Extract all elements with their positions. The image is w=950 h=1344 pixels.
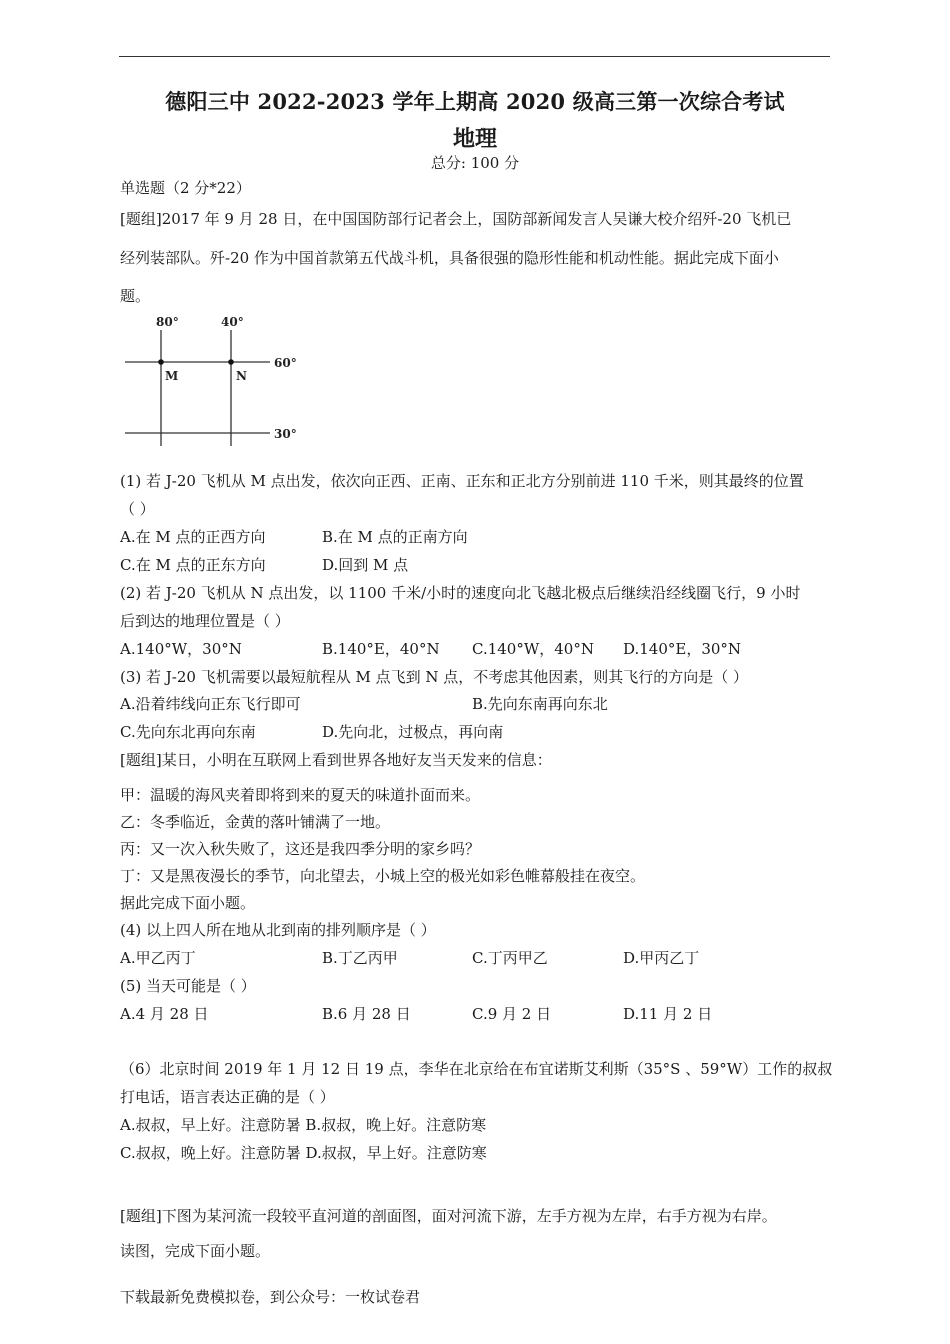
q6-options-ab: A.叔叔，早上好。注意防暑 B.叔叔，晚上好。注意防寒 bbox=[120, 1116, 487, 1134]
q3-option-c: C.先向东北再向东南 bbox=[120, 723, 256, 741]
message-ding: 丁：又是黑夜漫长的季节，向北望去，小城上空的极光如彩色帷幕般挂在夜空。 bbox=[120, 867, 646, 885]
message-jia: 甲：温暖的海风夹着即将到来的夏天的味道扑面而来。 bbox=[120, 786, 481, 804]
q3-option-a: A.沿着纬线向正东飞行即可 bbox=[120, 695, 301, 713]
q5-option-a: A.4 月 28 日 bbox=[120, 1005, 209, 1023]
q1-option-b: B.在 M 点的正南方向 bbox=[322, 528, 468, 546]
q6-stem-cont: 打电话，语言表达正确的是（ ） bbox=[120, 1088, 335, 1106]
lat-label-top: 60° bbox=[274, 356, 297, 370]
group1-text-line: 经列装部队。歼-20 作为中国首款第五代战斗机，具备很强的隐形性能和机动性能。据此完成下面小 bbox=[120, 249, 779, 267]
q3-option-b: B.先向东南再向东北 bbox=[472, 695, 608, 713]
q6-stem: （6）北京时间 2019 年 1 月 12 日 19 点，李华在北京给在布宜诺斯艾利斯（35°S 、59°W）工作的叔叔 bbox=[120, 1060, 833, 1078]
lon-label-right: 40° bbox=[221, 315, 244, 329]
total-score: 总分: 100 分 bbox=[430, 154, 520, 172]
group2-intro: [题组]某日，小明在互联网上看到世界各地好友当天发来的信息： bbox=[120, 751, 552, 769]
message-bing: 丙：又一次入秋失败了，这还是我四季分明的家乡吗？ bbox=[120, 840, 481, 858]
q5-option-b: B.6 月 28 日 bbox=[322, 1005, 411, 1023]
q5-option-c: C.9 月 2 日 bbox=[472, 1005, 552, 1023]
q4-option-a: A.甲乙丙丁 bbox=[120, 949, 196, 967]
q5-option-d: D.11 月 2 日 bbox=[623, 1005, 713, 1023]
header-rule bbox=[119, 56, 830, 57]
point-n-dot bbox=[228, 359, 234, 365]
section-heading: 单选题（2 分*22） bbox=[120, 179, 251, 197]
message-yi: 乙：冬季临近，金黄的落叶铺满了一地。 bbox=[120, 813, 391, 831]
q1-option-c: C.在 M 点的正东方向 bbox=[120, 556, 266, 574]
group1-text-line: [题组]2017 年 9 月 28 日，在中国国防部行记者会上，国防部新闻发言人吴谦大校介绍歼-20 飞机已 bbox=[120, 210, 792, 228]
point-n-label: N bbox=[236, 369, 247, 383]
q3-option-d: D.先向北，过极点，再向南 bbox=[322, 723, 504, 741]
q1-stem-blank: （ ） bbox=[120, 500, 155, 518]
q4-option-b: B.丁乙丙甲 bbox=[322, 949, 398, 967]
q6-options-cd: C.叔叔，晚上好。注意防暑 D.叔叔，早上好。注意防寒 bbox=[120, 1144, 487, 1162]
q2-option-c: C.140°W，40°N bbox=[472, 640, 594, 658]
lat-label-bottom: 30° bbox=[274, 427, 297, 441]
q2-stem: (2) 若 J-20 飞机从 N 点出发，以 1100 千米/小时的速度向北飞越北极点后继续沿经线圈飞行，9 小时 bbox=[120, 584, 801, 602]
group3-intro-cont: 读图，完成下面小题。 bbox=[120, 1242, 271, 1260]
footer-note: 下载最新免费模拟卷，到公众号：一枚试卷君 bbox=[120, 1288, 421, 1306]
q3-stem: (3) 若 J-20 飞机需要以最短航程从 M 点飞到 N 点，不考虑其他因素，则其飞行的方向是（ ） bbox=[120, 668, 749, 686]
point-m-label: M bbox=[165, 369, 179, 383]
q1-option-a: A.在 M 点的正西方向 bbox=[120, 528, 266, 546]
group1-text-line: 题。 bbox=[120, 287, 151, 305]
q2-option-b: B.140°E，40°N bbox=[322, 640, 440, 658]
q1-option-d: D.回到 M 点 bbox=[322, 556, 409, 574]
q2-option-a: A.140°W，30°N bbox=[120, 640, 242, 658]
q4-option-d: D.甲丙乙丁 bbox=[623, 949, 700, 967]
q4-option-c: C.丁丙甲乙 bbox=[472, 949, 548, 967]
q1-stem: (1) 若 J-20 飞机从 M 点出发，依次向正西、正南、正东和正北方分别前进 110 千米，则其最终的位置 bbox=[120, 472, 804, 490]
graticule-map bbox=[120, 310, 320, 455]
q5-stem: (5) 当天可能是（ ） bbox=[120, 977, 256, 995]
lon-label-left: 80° bbox=[156, 315, 179, 329]
exam-title: 德阳三中 2022-2023 学年上期高 2020 级高三第一次综合考试 bbox=[165, 89, 785, 114]
q2-option-d: D.140°E，30°N bbox=[623, 640, 742, 658]
group2-outro: 据此完成下面小题。 bbox=[120, 894, 256, 912]
point-m-dot bbox=[158, 359, 164, 365]
subject-title: 地理 bbox=[452, 126, 497, 152]
q2-stem-cont: 后到达的地理位置是（ ） bbox=[120, 612, 290, 630]
group3-intro: [题组]下图为某河流一段较平直河道的剖面图，面对河流下游，左手方视为左岸，右手方视为右岸。 bbox=[120, 1207, 777, 1225]
q4-stem: (4) 以上四人所在地从北到南的排列顺序是（ ） bbox=[120, 921, 436, 939]
